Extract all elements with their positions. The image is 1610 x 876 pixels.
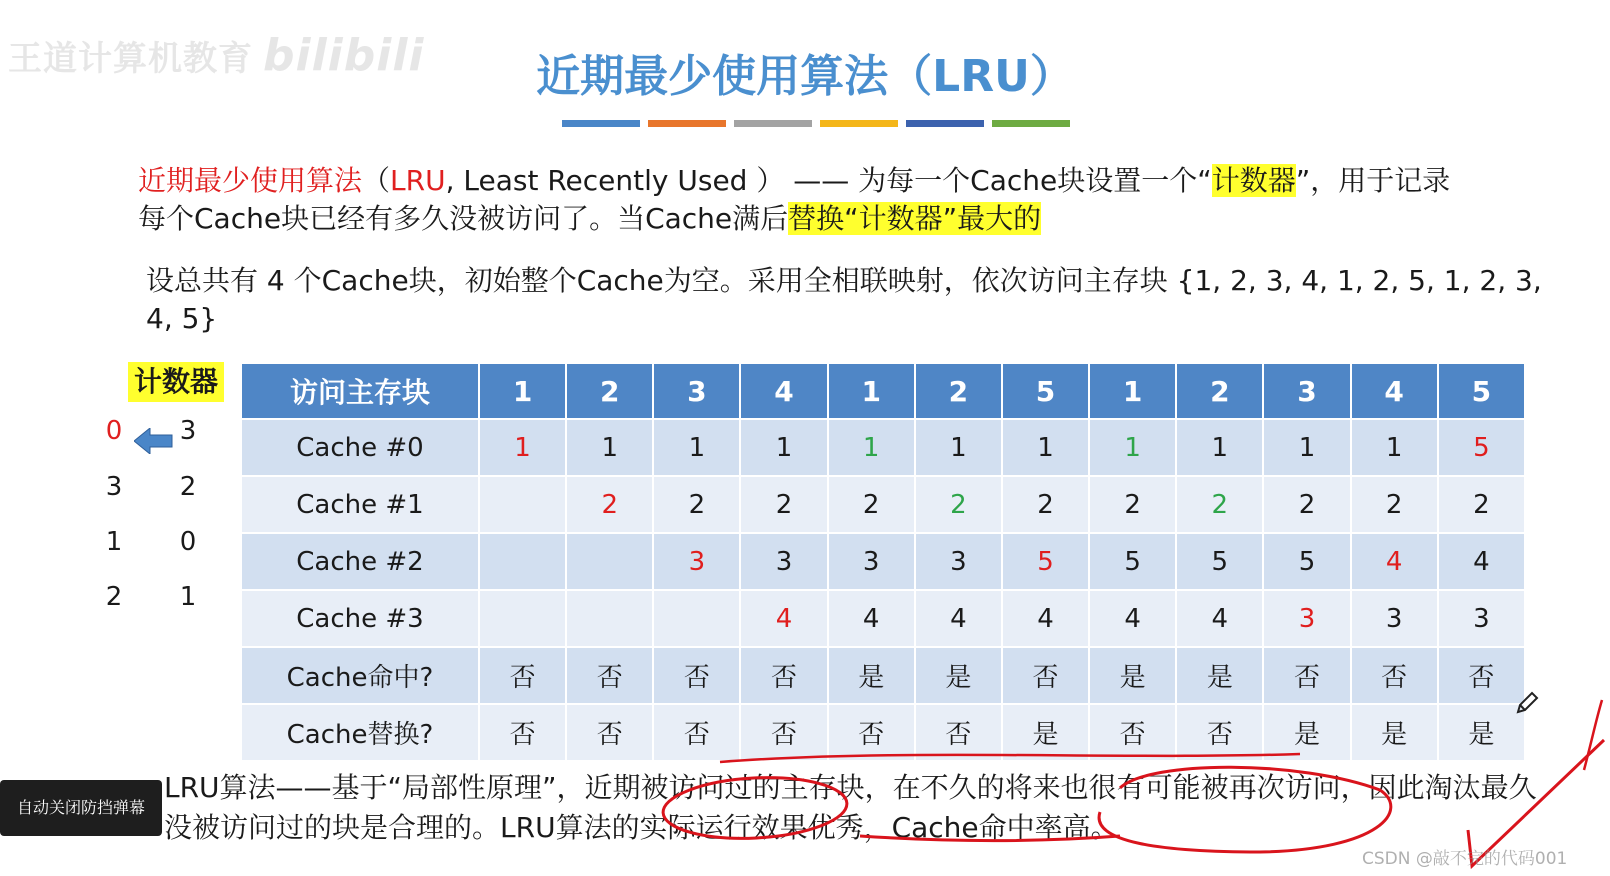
definition-dash: —— 为每一个Cache块设置一个“ [793, 164, 1212, 197]
access-block-6: 5 [1003, 364, 1088, 418]
table-cell: 否 [1090, 705, 1175, 760]
table-cell: 2 [916, 477, 1001, 532]
counter-right-1: 2 [179, 472, 197, 502]
row-label: Cache #0 [242, 420, 478, 475]
table-cell [654, 591, 739, 646]
table-cell: 4 [1352, 534, 1437, 589]
counter-left-2: 1 [105, 527, 123, 557]
access-block-2: 3 [654, 364, 739, 418]
table-cell: 否 [829, 705, 914, 760]
table-cell: 3 [916, 534, 1001, 589]
table-cell: 4 [1003, 591, 1088, 646]
divider-bar-4 [906, 120, 984, 127]
table-cell: 2 [1177, 477, 1262, 532]
title-divider [562, 120, 1070, 127]
table-cell: 4 [1090, 591, 1175, 646]
row-label: Cache替换? [242, 705, 478, 760]
table-cell: 5 [1439, 420, 1524, 475]
table-row [242, 420, 1524, 475]
table-cell: 是 [1090, 648, 1175, 703]
table-cell: 否 [1003, 648, 1088, 703]
csdn-credit: CSDN @敲不完的代码001 [1362, 849, 1568, 869]
table-cell: 是 [829, 648, 914, 703]
divider-bar-5 [992, 120, 1070, 127]
pen-cursor-icon [1514, 690, 1540, 716]
table-cell: 是 [1352, 705, 1437, 760]
arrow-left-icon [134, 428, 174, 454]
table-cell: 否 [1177, 705, 1262, 760]
table-cell: 否 [1352, 648, 1437, 703]
divider-bar-3 [820, 120, 898, 127]
table-cell: 2 [1439, 477, 1524, 532]
table-row [242, 477, 1524, 532]
row-label: Cache #3 [242, 591, 478, 646]
counter-right-0: 3 [179, 416, 197, 446]
table-cell: 5 [1003, 534, 1088, 589]
table-cell: 1 [1352, 420, 1437, 475]
counter-left-1: 3 [105, 472, 123, 502]
table-cell: 1 [654, 420, 739, 475]
slide-title: 近期最少使用算法（LRU） [536, 51, 1074, 102]
divider-bar-1 [648, 120, 726, 127]
summary-paragraph [164, 768, 1564, 848]
table-cell: 否 [654, 705, 739, 760]
table-cell: 5 [1177, 534, 1262, 589]
table-cell: 3 [741, 534, 826, 589]
table-cell: 3 [1352, 591, 1437, 646]
table-cell: 3 [654, 534, 739, 589]
table-cell: 4 [829, 591, 914, 646]
table-cell [480, 534, 565, 589]
table-cell: 是 [1264, 705, 1349, 760]
table-cell: 3 [1264, 591, 1349, 646]
table-cell: 是 [1439, 705, 1524, 760]
table-cell: 3 [1439, 591, 1524, 646]
problem-statement: 设总共有 4 个Cache块，初始整个Cache为空。采用全相联映射，依次访问主存块 {1, 2, 3, 4, 1, 2, 5, 1, 2, 3, 4, 5} [146, 264, 1542, 335]
table-cell: 否 [567, 648, 652, 703]
header-label: 访问主存块 [242, 364, 478, 418]
lru-table [240, 362, 1526, 762]
table-cell: 否 [1439, 648, 1524, 703]
table-cell: 4 [1439, 534, 1524, 589]
table-cell: 1 [916, 420, 1001, 475]
divider-bar-2 [734, 120, 812, 127]
table-cell: 1 [1003, 420, 1088, 475]
table-cell [567, 591, 652, 646]
table-cell: 5 [1264, 534, 1349, 589]
table-cell: 2 [829, 477, 914, 532]
counter-right-2: 0 [179, 527, 197, 557]
access-block-7: 1 [1090, 364, 1175, 418]
table-cell: 是 [1003, 705, 1088, 760]
table-cell [480, 477, 565, 532]
watermark-text: 王道计算机教育 [8, 39, 253, 79]
table-cell: 4 [1177, 591, 1262, 646]
definition-counter-word: 计数器 [1211, 164, 1296, 197]
summary-text-2: LRU算法的实际运行效果优秀，Cache命中率高。 [500, 811, 1119, 844]
table-cell: 2 [1003, 477, 1088, 532]
table-cell: 5 [1090, 534, 1175, 589]
table-cell: 1 [1090, 420, 1175, 475]
table-row [242, 591, 1524, 646]
counter-right-3: 1 [179, 582, 197, 612]
table-cell: 2 [1264, 477, 1349, 532]
divider-bar-0 [562, 120, 640, 127]
table-cell: 是 [1177, 648, 1262, 703]
table-cell: 1 [567, 420, 652, 475]
table-cell: 2 [1090, 477, 1175, 532]
table-cell: 是 [916, 648, 1001, 703]
counter-label: 计数器 [128, 362, 224, 402]
table-cell: 1 [1264, 420, 1349, 475]
table-cell [567, 534, 652, 589]
table-row [242, 534, 1524, 589]
table-cell: 否 [1264, 648, 1349, 703]
access-block-11: 5 [1439, 364, 1524, 418]
table-cell [480, 591, 565, 646]
definition-abbr: LRU [390, 164, 446, 197]
access-block-0: 1 [480, 364, 565, 418]
table-cell: 否 [654, 648, 739, 703]
definition-term: 近期最少使用算法 [138, 164, 363, 197]
table-cell: 4 [916, 591, 1001, 646]
row-label: Cache命中? [242, 648, 478, 703]
definition-paragraph [138, 162, 1538, 238]
table-cell: 3 [829, 534, 914, 589]
table-cell: 否 [741, 648, 826, 703]
table-cell: 否 [741, 705, 826, 760]
access-block-4: 1 [829, 364, 914, 418]
ink-mark [1584, 700, 1602, 770]
table-cell: 否 [567, 705, 652, 760]
table-header-row [242, 364, 1524, 418]
definition-line2: 每个Cache块已经有多久没被访问了。当Cache满后 [138, 202, 789, 235]
table-cell: 2 [1352, 477, 1437, 532]
table-cell: 2 [654, 477, 739, 532]
table-row [242, 648, 1524, 703]
summary-text-1: LRU算法——基于“局部性原理”，近期被访问过的主存块，在不久的将来也很有可能被再次访问，因此淘汰最久没被访问过的块是合理的。 [164, 771, 1537, 844]
definition-paren: （ [362, 164, 391, 197]
bilibili-logo: bilibili [263, 30, 425, 81]
danmaku-toggle-button[interactable]: 自动关闭防挡弹幕 [0, 780, 162, 836]
table-cell: 2 [741, 477, 826, 532]
table-cell: 1 [1177, 420, 1262, 475]
access-block-9: 3 [1264, 364, 1349, 418]
table-cell: 1 [741, 420, 826, 475]
access-block-1: 2 [567, 364, 652, 418]
counter-left-3: 2 [105, 582, 123, 612]
row-label: Cache #2 [242, 534, 478, 589]
table-cell: 4 [741, 591, 826, 646]
definition-highlight: 替换“计数器”最大的 [788, 202, 1042, 235]
definition-rest: ”，用于记录 [1295, 164, 1451, 197]
definition-english: , Least Recently Used ） [445, 164, 785, 197]
table-cell: 否 [480, 648, 565, 703]
table-row [242, 705, 1524, 760]
table-cell: 1 [829, 420, 914, 475]
access-block-3: 4 [741, 364, 826, 418]
table-cell: 否 [480, 705, 565, 760]
counter-left-0: 0 [105, 416, 123, 446]
access-block-5: 2 [916, 364, 1001, 418]
table-cell: 2 [567, 477, 652, 532]
access-block-10: 4 [1352, 364, 1437, 418]
access-block-8: 2 [1177, 364, 1262, 418]
table-cell: 1 [480, 420, 565, 475]
table-cell: 否 [916, 705, 1001, 760]
row-label: Cache #1 [242, 477, 478, 532]
